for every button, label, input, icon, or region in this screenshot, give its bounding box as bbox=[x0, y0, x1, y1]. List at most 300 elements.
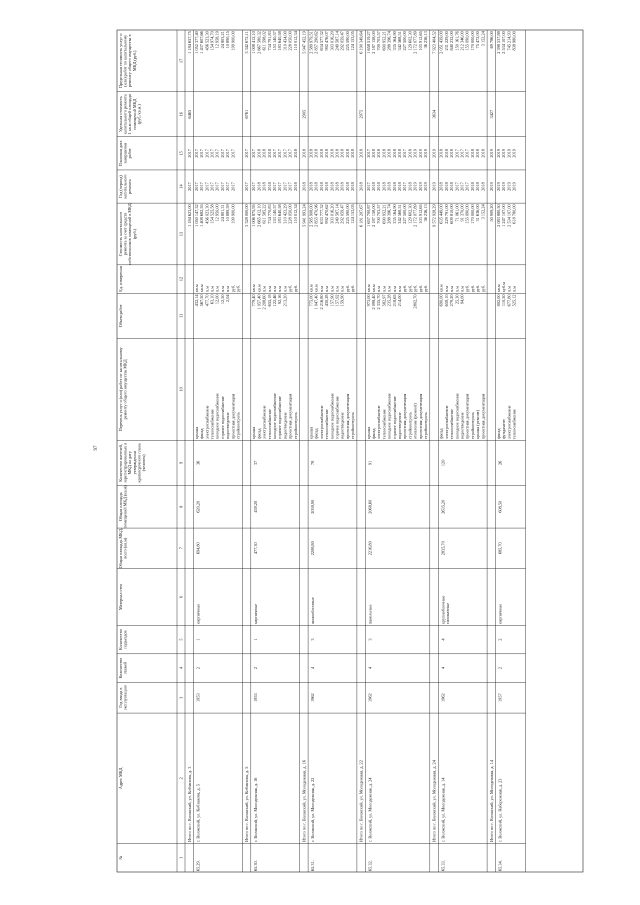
work-cost: 1 006 875,95 bbox=[251, 204, 257, 227]
work-cost: 2 585 908,00 bbox=[308, 204, 314, 227]
total-row-value: 3634 bbox=[431, 109, 437, 119]
work-volume: 25,30 bbox=[454, 294, 460, 305]
work-end-date: 2018 bbox=[334, 149, 340, 158]
column-number: 2 bbox=[178, 777, 184, 780]
work-unit: п.м bbox=[324, 286, 330, 293]
work-name: проектная документация bbox=[344, 393, 350, 440]
work-unit: п.м bbox=[506, 286, 512, 293]
work-limit-cost: 2 589 979,51 bbox=[308, 31, 314, 54]
house-year: 1953 bbox=[195, 693, 201, 702]
work-end-date: 2018 bbox=[318, 149, 324, 158]
work-end-date: 2017 bbox=[277, 149, 283, 158]
work-cost: 288 396,74 bbox=[386, 204, 392, 224]
total-row-value: 3 342 672,11 bbox=[244, 31, 250, 54]
work-volume: 122,46 bbox=[272, 294, 277, 307]
work-year: 2019 bbox=[423, 182, 428, 191]
house-residents: 78 bbox=[310, 460, 316, 466]
house-material: кирпичные bbox=[252, 603, 258, 625]
work-year: 2019 bbox=[511, 182, 517, 191]
column-header: № bbox=[118, 855, 123, 860]
page-number: 97 bbox=[94, 445, 99, 451]
work-end-date: 2018 bbox=[324, 149, 330, 158]
work-cost: 229 791,00 bbox=[443, 204, 449, 224]
house-material: крупноблочные bbox=[440, 595, 446, 625]
work-name: стройконтроль bbox=[350, 412, 356, 440]
work-limit-cost: 690 952,21 bbox=[381, 31, 387, 51]
work-end-date: 2019 bbox=[496, 149, 501, 158]
work-cost: 24 801,31 bbox=[219, 204, 225, 222]
work-cost: 2 855 470,96 bbox=[313, 204, 319, 227]
work-end-date: 2018 bbox=[386, 149, 392, 158]
work-unit: п.м bbox=[277, 286, 283, 293]
total-row-label: Итого по г. Волжский, ул. Кобзанова, д. 3 bbox=[186, 766, 192, 843]
work-name: стройконтроль bbox=[423, 412, 428, 440]
work-year: 2017 bbox=[219, 182, 225, 191]
work-limit-cost: 456 523,30 bbox=[204, 31, 210, 51]
house-address: г. Волжский, ул. Молодежная, д. 22 bbox=[310, 777, 316, 843]
work-limit-cost: 700 703,57 bbox=[376, 31, 382, 51]
work-limit-cost: 303 016,20 bbox=[329, 31, 335, 51]
column-header: зарегистрированных в bbox=[122, 442, 128, 483]
work-cost: 1 408 682,55 bbox=[199, 204, 205, 227]
work-year: 2019 bbox=[417, 182, 423, 191]
work-end-date: 2018 bbox=[449, 149, 455, 158]
work-unit: куб.м bbox=[501, 282, 507, 293]
total-row-value: 2017 bbox=[244, 182, 250, 191]
column-number: 8 bbox=[178, 505, 184, 508]
work-cost: 31 636,00 bbox=[475, 204, 481, 222]
work-unit: руб. bbox=[423, 284, 428, 293]
work-year: 2018 bbox=[376, 182, 382, 191]
work-cost: 335 164,90 bbox=[391, 204, 397, 224]
total-row-label: Итого по г. Волжский, ул. Молодежная, д. 22 bbox=[358, 760, 364, 843]
column-number: 15 bbox=[178, 151, 184, 156]
house-year: 1962 bbox=[367, 693, 373, 702]
work-unit: руб. bbox=[412, 284, 418, 293]
work-unit: п.м bbox=[209, 286, 215, 293]
house-material: кирпичные bbox=[195, 603, 201, 625]
work-unit: п.м bbox=[334, 286, 340, 293]
work-limit-cost: 228 050,00 bbox=[287, 31, 293, 51]
work-cost: 155 090,00 bbox=[464, 204, 470, 224]
work-name: горячее водоснабжение bbox=[219, 396, 225, 440]
work-volume: 775,00 bbox=[308, 294, 314, 307]
work-year: 2019 bbox=[506, 182, 512, 191]
column-header: помещений МКД bbox=[131, 98, 137, 130]
column-header: Стоимость капитального bbox=[118, 211, 123, 257]
work-end-date: 2018 bbox=[344, 149, 350, 158]
work-name: холодное водоснабжение bbox=[329, 393, 335, 440]
work-limit-cost: 3 152,24 bbox=[480, 31, 486, 47]
work-year: 2018 bbox=[292, 182, 298, 191]
column-number: 5 bbox=[178, 638, 184, 641]
repair-plan-table bbox=[117, 30, 583, 872]
work-limit-cost: 212 346,00 bbox=[459, 31, 465, 51]
total-row-value: 2975 bbox=[358, 109, 364, 119]
work-end-date: 2017 bbox=[272, 149, 277, 158]
work-name: теплоснабжение bbox=[449, 409, 455, 440]
work-end-date: 2018 bbox=[391, 149, 397, 158]
work-end-date: 2019 bbox=[412, 149, 418, 158]
work-cost: 310 423,29 bbox=[282, 204, 288, 224]
column-header: этажей bbox=[122, 661, 128, 675]
work-unit: руб. bbox=[292, 284, 298, 293]
work-end-date: 2017 bbox=[402, 149, 408, 158]
work-year: 2019 bbox=[501, 182, 507, 191]
work-cost: 170 000,00 bbox=[469, 204, 475, 224]
work-name: электроснабжение bbox=[261, 405, 267, 440]
work-limit-cost: 153 140,57 bbox=[272, 31, 277, 51]
house-entrances: 2 bbox=[497, 638, 503, 641]
total-row-label: Итого по г. Волжский, ул. Кобзанова, д. 5 bbox=[244, 766, 250, 843]
work-cost: 10 889,59 bbox=[225, 204, 231, 222]
house-area-total: 2208,80 bbox=[310, 541, 316, 556]
house-area-total: 694,80 bbox=[195, 542, 201, 555]
work-unit: п.м bbox=[376, 286, 382, 293]
house-entrances: 3 bbox=[310, 638, 316, 641]
work-end-date: 2019 bbox=[423, 149, 428, 158]
work-year: 2017 bbox=[204, 182, 210, 191]
work-unit: руб. bbox=[475, 284, 481, 293]
column-header: краткосрочного плана bbox=[136, 443, 142, 483]
work-year: 2017 bbox=[272, 182, 277, 191]
work-cost: 611 585,22 bbox=[261, 204, 267, 224]
work-name: холодное водоснабжение bbox=[454, 393, 460, 440]
work-cost: 2 534 107,00 bbox=[506, 204, 512, 227]
work-name: проектная документация bbox=[417, 393, 423, 440]
work-cost: 91 370,00 bbox=[459, 204, 465, 222]
work-name: крыша bbox=[193, 426, 199, 440]
work-limit-cost: 24 803,21 bbox=[219, 31, 225, 49]
work-volume: 802,00 bbox=[496, 294, 501, 307]
work-end-date: 2019 bbox=[511, 149, 517, 158]
total-row-value: 2017 bbox=[186, 182, 192, 191]
column-number: 12 bbox=[178, 276, 184, 282]
work-name: водоотведение bbox=[459, 412, 465, 440]
work-end-date: 2018 bbox=[443, 149, 449, 158]
work-name: электроснабжение bbox=[443, 405, 449, 440]
work-name: водоотведение bbox=[282, 412, 288, 440]
work-name: горячее водоснабжение bbox=[391, 396, 397, 440]
work-cost: 690 952,21 bbox=[381, 204, 387, 224]
work-year: 2018 bbox=[329, 182, 335, 191]
work-name: теплоснабжение bbox=[266, 409, 272, 440]
column-number: 16 bbox=[178, 112, 184, 117]
house-residents: 37 bbox=[252, 460, 258, 466]
work-end-date: 2017 bbox=[365, 149, 371, 158]
work-cost: 992 470,62 bbox=[324, 204, 330, 224]
house-entrances: 3 bbox=[367, 638, 373, 641]
work-cost: 342 568,51 bbox=[397, 204, 402, 224]
house-year: 1953 bbox=[252, 693, 258, 702]
work-cost: 303 016,20 bbox=[329, 204, 335, 224]
work-unit: кв.м bbox=[256, 284, 262, 293]
work-year: 2018 bbox=[397, 182, 402, 191]
work-year: 2018 bbox=[381, 182, 387, 191]
work-limit-cost: 342 568,51 bbox=[397, 31, 402, 51]
work-name: горячее водоснабжение bbox=[277, 396, 283, 440]
house-residents: 120 bbox=[440, 459, 446, 467]
total-row-value: 5 947 452,19 bbox=[301, 31, 307, 54]
work-cost: 249 587,14 bbox=[334, 204, 340, 224]
work-volume: 677,80 bbox=[506, 294, 512, 307]
work-end-date: 2017 bbox=[287, 149, 293, 158]
work-limit-cost: 2 187 158,00 bbox=[371, 31, 376, 54]
house-address: г. Волжский, ул. Молодежная, д. 24 bbox=[367, 777, 373, 843]
work-limit-cost: 1 052 377,40 bbox=[193, 31, 199, 54]
column-header: ремонта за счет средств bbox=[122, 212, 128, 256]
work-volume: 973,00 bbox=[365, 294, 371, 307]
column-header: Общая площадь bbox=[118, 492, 123, 522]
column-header: Общая площадь МКД, bbox=[118, 528, 123, 569]
table-frame bbox=[117, 30, 583, 872]
work-end-date: 2019 bbox=[506, 149, 512, 158]
work-volume: 690,00 bbox=[438, 294, 444, 307]
work-year: 2017 bbox=[193, 182, 199, 191]
total-row-value: 6465 bbox=[186, 109, 192, 119]
house-area-rooms: 2059,90 bbox=[310, 499, 316, 514]
column-header: подъездов bbox=[122, 630, 128, 649]
work-end-date: 2018 bbox=[313, 149, 319, 158]
work-end-date: 2017 bbox=[230, 149, 236, 158]
house-floors: 2 bbox=[195, 666, 201, 670]
work-end-date: 2019 bbox=[417, 149, 423, 158]
work-volume: 92,16 bbox=[277, 294, 283, 305]
work-year: 2018 bbox=[266, 182, 272, 191]
work-cost: 124 153,05 bbox=[350, 204, 356, 224]
house-number: 65.34. bbox=[497, 860, 503, 871]
house-year: 1957 bbox=[497, 693, 503, 702]
work-limit-cost: 634 577,32 bbox=[318, 31, 324, 51]
work-volume: 110,50 bbox=[501, 294, 507, 307]
work-end-date: 2018 bbox=[329, 149, 335, 158]
work-limit-cost: 2 051 439,00 bbox=[438, 31, 444, 54]
work-year: 2018 bbox=[344, 182, 350, 191]
column-header: (руб.) bbox=[131, 228, 137, 240]
work-end-date: 2018 bbox=[475, 149, 481, 158]
work-volume: 157,90 bbox=[329, 294, 335, 307]
work-name: фундамент bbox=[501, 419, 507, 440]
work-name: стройконтроль bbox=[235, 412, 241, 440]
house-address: г. Волжский, ул. Молодежная, д. 14 bbox=[440, 777, 446, 843]
work-unit: кв.м bbox=[251, 284, 257, 293]
work-cost: 199 900,00 bbox=[230, 204, 236, 224]
work-volume: 159,90 bbox=[339, 294, 345, 307]
work-end-date: 2017 bbox=[454, 149, 460, 158]
work-name: фасад bbox=[496, 428, 501, 440]
column-number: 4 bbox=[178, 666, 184, 670]
work-year: 2017 bbox=[214, 182, 220, 191]
work-unit: п.м bbox=[459, 286, 465, 293]
work-end-date: 2018 bbox=[407, 149, 413, 158]
house-material: шлакоблочные bbox=[310, 597, 316, 625]
column-header: МКД (руб.) bbox=[131, 50, 137, 72]
work-name: холодное водоснабжение bbox=[214, 393, 220, 440]
house-year: 1962 bbox=[440, 693, 446, 702]
work-end-date: 2018 bbox=[469, 149, 475, 158]
work-year: 2018 bbox=[443, 182, 449, 191]
work-limit-cost: 838 980,00 bbox=[511, 31, 517, 51]
work-name: водоотведение bbox=[225, 412, 231, 440]
work-cost: 154 525,58 bbox=[209, 204, 215, 224]
column-header: помещений МКД (кв.м) bbox=[122, 485, 128, 529]
column-number: 10 bbox=[178, 387, 184, 392]
work-limit-cost: 335 164,90 bbox=[391, 31, 397, 51]
work-limit-cost: 124 153,05 bbox=[350, 31, 356, 51]
work-unit: п.м bbox=[261, 286, 267, 293]
work-limit-cost: 225 590,00 bbox=[344, 31, 350, 51]
total-row-value: 2905 bbox=[301, 109, 307, 119]
work-volume: 2 098,40 bbox=[371, 294, 376, 310]
work-limit-cost: 310 434,00 bbox=[282, 31, 288, 51]
house-floors: 2 bbox=[497, 666, 503, 670]
work-limit-cost: 840 232,00 bbox=[449, 31, 455, 51]
work-year: 2017 bbox=[464, 182, 470, 191]
total-row-value: 1 184 623,00 bbox=[186, 204, 192, 227]
work-limit-cost: 10 890,15 bbox=[225, 31, 231, 49]
total-row-value: 6 190 349,64 bbox=[358, 31, 364, 54]
work-end-date: 2018 bbox=[350, 149, 356, 158]
work-cost: 292 059,47 bbox=[339, 204, 345, 224]
work-unit: руб. bbox=[350, 284, 356, 293]
work-cost: 129 602,30 bbox=[407, 204, 413, 224]
total-row-label: Итого по г. Волжский, ул. Молодежная, д. 24 bbox=[431, 760, 437, 843]
work-cost: 228 050,00 bbox=[287, 204, 293, 224]
total-row-value: 2019 bbox=[431, 182, 437, 191]
work-year: 2018 bbox=[438, 182, 444, 191]
work-name: теплоснабжение bbox=[381, 409, 387, 440]
work-volume: 2 208,60 bbox=[261, 294, 267, 310]
work-year: 2017 bbox=[225, 182, 231, 191]
work-name: холодное водоснабжение bbox=[386, 393, 392, 440]
work-limit-cost: 1 658 519,27 bbox=[365, 31, 371, 54]
house-number: 65.32. bbox=[367, 860, 373, 871]
work-unit: п.м bbox=[272, 286, 277, 293]
work-volume: 218,65 bbox=[391, 294, 397, 307]
work-name: теплоснабжение bbox=[324, 409, 330, 440]
work-cost: 110 012,34 bbox=[292, 204, 298, 224]
work-end-date: 2017 bbox=[214, 149, 220, 158]
house-entrances: 1 bbox=[195, 638, 201, 641]
work-unit: кв.м bbox=[313, 284, 319, 293]
house-area-rooms: 439,20 bbox=[252, 500, 258, 513]
work-limit-cost: 155 090,00 bbox=[464, 31, 470, 51]
work-volume: 12,00 bbox=[214, 294, 220, 305]
work-end-date: 2017 bbox=[219, 149, 225, 158]
work-year: 2017 bbox=[230, 182, 236, 191]
work-name: электроснабжение bbox=[506, 405, 512, 440]
column-header: (или) работ по капитальному bbox=[122, 34, 128, 87]
column-number: 13 bbox=[178, 231, 184, 237]
house-number: 65.29. bbox=[195, 860, 201, 871]
work-cost: 633 777,32 bbox=[318, 204, 324, 224]
house-floors: 4 bbox=[440, 666, 446, 670]
work-year: 2017 bbox=[209, 182, 215, 191]
column-number: 9 bbox=[178, 461, 184, 464]
work-unit: руб. bbox=[235, 284, 241, 293]
work-cost: 618 780,00 bbox=[511, 204, 517, 224]
work-end-date: 2017 bbox=[251, 149, 257, 158]
work-year: 2017 bbox=[365, 182, 371, 191]
total-row-value: 2018 bbox=[301, 149, 307, 158]
work-name: холодное водоснабжение bbox=[272, 393, 277, 440]
work-unit: руб. bbox=[469, 284, 475, 293]
work-limit-cost: 2 534 107,00 bbox=[501, 31, 507, 54]
work-year: 2018 bbox=[308, 182, 314, 191]
work-cost: 700 703,57 bbox=[376, 204, 382, 224]
work-unit: п.м bbox=[329, 286, 335, 293]
work-end-date: 2018 bbox=[480, 149, 486, 158]
column-header: Год ввода в bbox=[118, 687, 123, 708]
work-end-date: 2018 bbox=[266, 149, 272, 158]
total-row-value: 69 786,00 bbox=[488, 31, 494, 49]
house-address: г. Волжский, ул. Набережная, д. 23 bbox=[497, 778, 503, 843]
house-residents: 91 bbox=[367, 460, 373, 466]
work-end-date: 2018 bbox=[376, 149, 382, 158]
work-unit: п.м bbox=[511, 286, 517, 293]
work-limit-cost: 129 602,30 bbox=[407, 31, 413, 51]
work-end-date: 2018 bbox=[256, 149, 262, 158]
work-unit: п.м bbox=[449, 286, 455, 293]
house-area-total: 685,70 bbox=[497, 542, 503, 555]
column-header: эксплуатацию bbox=[122, 685, 128, 711]
work-cost: 12 950,00 bbox=[214, 204, 220, 222]
work-volume: 235,28 bbox=[386, 294, 392, 307]
house-floors: 2 bbox=[252, 666, 258, 670]
work-volume: 432,14 bbox=[193, 294, 199, 307]
work-end-date: 2017 bbox=[199, 149, 205, 158]
work-unit: п.м bbox=[339, 286, 345, 293]
work-limit-cost: 150 161,76 bbox=[454, 31, 460, 51]
work-year: 2018 bbox=[449, 182, 455, 191]
work-name: фасад bbox=[256, 428, 262, 440]
house-entrances: 4 bbox=[440, 638, 446, 641]
house-area-rooms: 2635,20 bbox=[440, 499, 446, 514]
work-name: отопление (ремонт) bbox=[412, 403, 418, 440]
total-row-value: 1 184 657,75 bbox=[186, 31, 192, 54]
column-header: Перечень услуг и (или) работ по капитальному bbox=[118, 347, 123, 432]
work-name: электроснабжение bbox=[318, 405, 324, 440]
work-unit: п.м bbox=[381, 286, 387, 293]
work-end-date: 2017 bbox=[459, 149, 465, 158]
column-number: 1 bbox=[178, 856, 184, 859]
column-number: 11 bbox=[178, 313, 184, 318]
work-unit: п.м bbox=[282, 286, 288, 293]
work-end-date: 2017 bbox=[193, 149, 199, 158]
column-header: МКД на дату bbox=[127, 451, 133, 475]
work-name: электроснабжение bbox=[204, 405, 210, 440]
work-name: проектная документация bbox=[480, 393, 486, 440]
work-cost: 227 500,00 bbox=[402, 204, 408, 224]
work-name: стройконтроль bbox=[292, 412, 298, 440]
work-volume: 157,92 bbox=[334, 294, 340, 307]
work-cost: 2 172 077,89 bbox=[412, 204, 418, 227]
work-end-date: 2018 bbox=[261, 149, 267, 158]
column-header: (руб./кв.м.) bbox=[136, 104, 142, 125]
work-year: 2018 bbox=[261, 182, 267, 191]
work-name: крыша bbox=[251, 426, 257, 440]
work-unit: кв.м bbox=[365, 284, 371, 293]
work-limit-cost: 745 214,93 bbox=[506, 31, 512, 51]
total-row-value: 2018 bbox=[358, 182, 364, 191]
work-year: 2018 bbox=[469, 182, 475, 191]
house-area-total: 477,30 bbox=[252, 542, 258, 555]
work-limit-cost: 249 587,14 bbox=[334, 31, 340, 51]
house-material: панельные bbox=[367, 604, 373, 625]
house-residents: 36 bbox=[195, 460, 201, 466]
work-unit: руб. bbox=[407, 284, 413, 293]
work-end-date: 2017 bbox=[204, 149, 210, 158]
